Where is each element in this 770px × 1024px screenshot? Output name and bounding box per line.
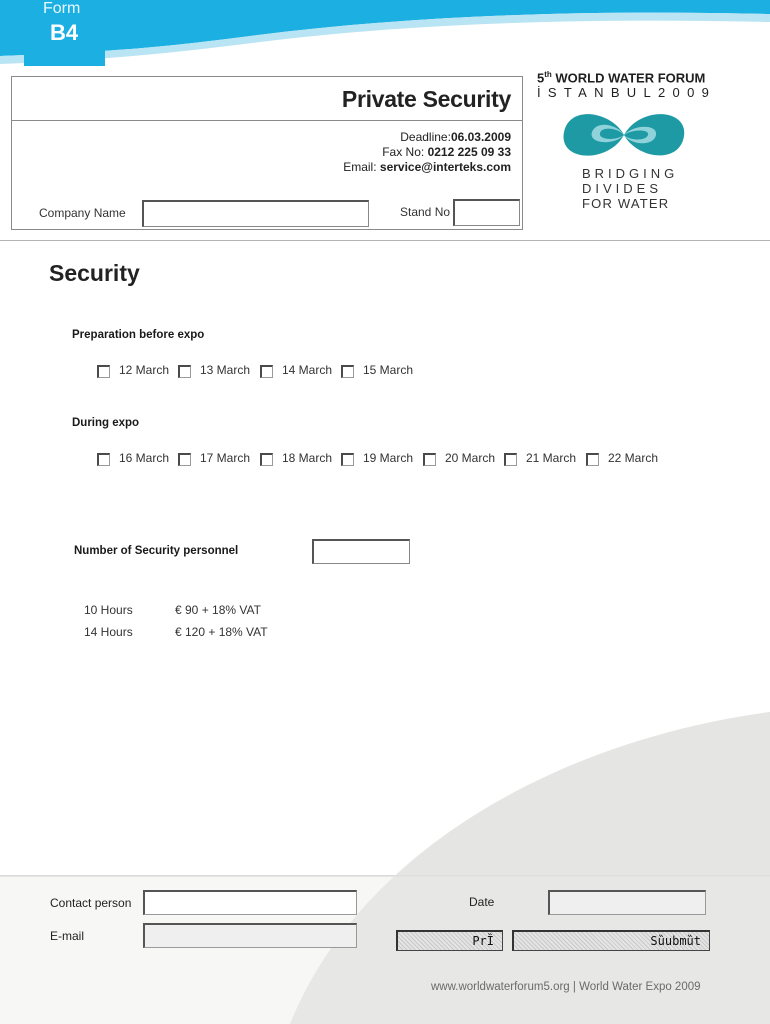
checkbox-19-march[interactable] <box>341 453 354 466</box>
date-label-18-march: 18 March <box>282 451 333 465</box>
date-label-22-march: 22 March <box>608 451 659 465</box>
checkbox-17-march[interactable] <box>178 453 191 466</box>
form-badge-code: B4 <box>50 20 79 45</box>
rate-price-14: € 120 + 18% VAT <box>175 625 268 639</box>
personnel-count-input[interactable] <box>312 539 410 564</box>
logo-tagline-3: FOR WATER <box>582 196 670 211</box>
checkbox-20-march[interactable] <box>423 453 436 466</box>
fax-line <box>382 145 511 159</box>
company-name-input[interactable] <box>142 200 369 227</box>
date-label-21-march: 21 March <box>526 451 577 465</box>
form-badge-label: Form <box>43 0 81 17</box>
email-value[interactable]: service@interteks.com <box>379 160 511 174</box>
checkbox-22-march[interactable] <box>586 453 599 466</box>
section-rule <box>0 240 770 241</box>
during-expo-heading: During expo <box>72 417 140 429</box>
logo-forum-title <box>537 70 705 85</box>
date-label-15-march: 15 March <box>363 363 414 377</box>
submit-button[interactable]: Sȕubmȕt <box>512 930 710 951</box>
date-label-20-march: 20 March <box>445 451 496 465</box>
email-label: Email: <box>343 160 380 174</box>
stand-no-label: Stand No <box>400 205 451 219</box>
checkbox-15-march[interactable] <box>341 365 354 378</box>
checkbox-14-march[interactable] <box>260 365 273 378</box>
date-input[interactable] <box>548 890 706 915</box>
logo-tagline-2: DIVIDES <box>582 181 663 196</box>
contact-person-input[interactable] <box>143 890 357 915</box>
date-label-16-march: 16 March <box>119 451 170 465</box>
email-field-label: E-mail <box>50 929 85 943</box>
email-field[interactable] <box>143 923 357 948</box>
logo-forum-text: WORLD WATER FORUM <box>551 70 706 86</box>
deadline-value: 06.03.2009 <box>450 130 511 144</box>
rate-hours-10: 10 Hours <box>84 603 133 617</box>
date-label-14-march: 14 March <box>282 363 333 377</box>
logo-city-year: İSTANBUL2009 <box>537 85 717 100</box>
logo-forum-suffix: th <box>544 70 552 79</box>
checkbox-16-march[interactable] <box>97 453 110 466</box>
bottom-wave-decoration <box>0 700 770 1024</box>
email-line <box>343 160 511 174</box>
infinity-logo-icon <box>560 104 688 166</box>
logo-tagline-1: BRIDGING <box>582 166 679 181</box>
date-label-19-march: 19 March <box>363 451 414 465</box>
company-name-label: Company Name <box>39 206 126 220</box>
personnel-label: Number of Security personnel <box>74 545 239 557</box>
date-label-13-march: 13 March <box>200 363 251 377</box>
form-badge <box>24 0 105 66</box>
deadline-line <box>400 130 511 144</box>
checkbox-12-march[interactable] <box>97 365 110 378</box>
contact-person-label: Contact person <box>50 896 132 910</box>
security-heading: Security <box>49 260 140 286</box>
top-wave-decoration <box>0 0 770 80</box>
deadline-label: Deadline: <box>400 130 451 144</box>
rate-hours-14: 14 Hours <box>84 625 133 639</box>
fax-label: Fax No: <box>382 145 428 159</box>
checkbox-18-march[interactable] <box>260 453 273 466</box>
preparation-heading: Preparation before expo <box>72 329 205 341</box>
page-title: Private Security <box>341 86 511 112</box>
logo-forum-number: 5 <box>537 70 545 86</box>
checkbox-13-march[interactable] <box>178 365 191 378</box>
date-label-17-march: 17 March <box>200 451 251 465</box>
footer-text: www.worldwaterforum5.org | World Water Expo 2009 <box>431 981 701 993</box>
fax-value: 0212 225 09 33 <box>427 145 511 159</box>
rate-price-10: € 90 + 18% VAT <box>175 603 261 617</box>
stand-no-input[interactable] <box>453 199 520 226</box>
date-label: Date <box>469 895 495 909</box>
date-label-12-march: 12 March <box>119 363 170 377</box>
checkbox-21-march[interactable] <box>504 453 517 466</box>
print-button[interactable]: PrȈ <box>396 930 503 951</box>
header-divider <box>11 120 523 121</box>
